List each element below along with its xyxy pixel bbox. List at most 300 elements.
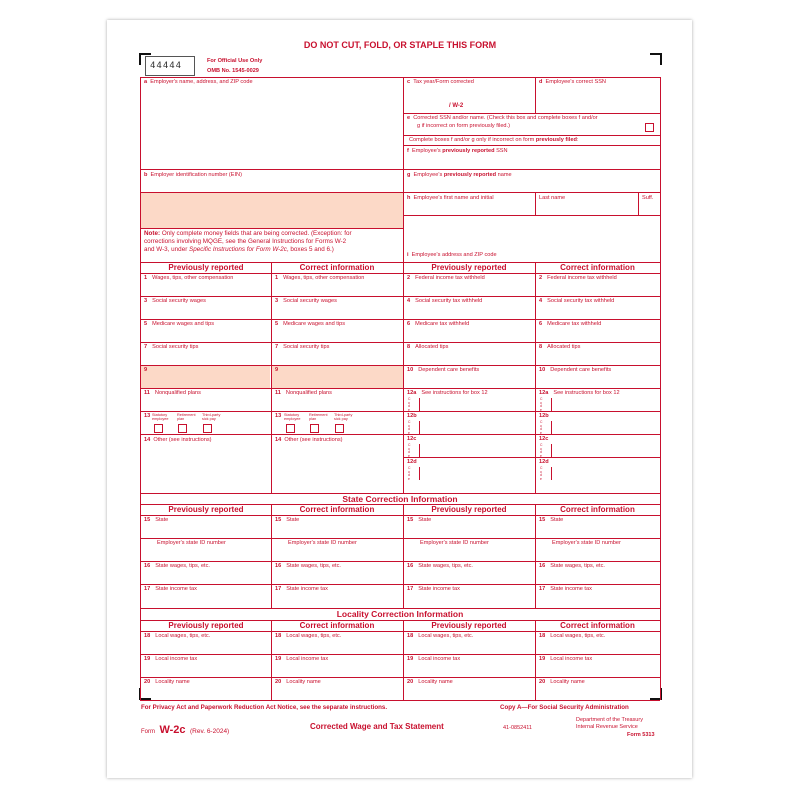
locality-row-2-col-2 — [407, 679, 453, 686]
state-row-2-col-3 — [539, 563, 605, 570]
statutory-employee-checkbox-correct[interactable] — [286, 424, 295, 433]
third-party-sick-pay-checkbox-previous[interactable] — [203, 424, 212, 433]
state-row-3-col-0-text: State income tax — [155, 586, 197, 592]
box-7-correct-num: 7 — [275, 344, 279, 350]
rule — [419, 467, 420, 480]
state-row-0-col-1 — [275, 517, 299, 524]
locality-row-2-col-2-text: Locality name — [418, 679, 453, 685]
locality-row-0-col-1-text: Local wages, tips, etc. — [286, 633, 342, 639]
complete-fg-text-3: : — [576, 137, 579, 143]
box-4-correct-num: 4 — [539, 298, 543, 304]
box14-num-previous: 14 — [144, 437, 151, 443]
box14-previous — [144, 437, 211, 444]
state-row-3-col-3-text: State income tax — [550, 586, 592, 592]
copy-label: Copy A—For Social Security Administration — [500, 704, 629, 711]
box14-text-correct: Other (see instructions) — [284, 437, 343, 443]
field-d: d — [539, 79, 543, 85]
form-id — [141, 720, 229, 738]
box-2-previous-text: Federal income tax withheld — [415, 275, 485, 281]
box-10-correct-text: Dependent care benefits — [550, 367, 612, 373]
rule — [140, 169, 403, 170]
divider-c-d — [535, 77, 536, 113]
box-8-correct-num: 8 — [539, 344, 543, 350]
box-9-correct-num: 9 — [275, 367, 279, 373]
last-name-label: Last name — [539, 195, 566, 201]
field-i-label — [407, 252, 497, 259]
state-col-header-3: Previously reported — [431, 505, 507, 514]
box-1-previous — [144, 275, 233, 282]
state-row-2-col-2 — [407, 563, 473, 570]
form-sheet — [107, 20, 692, 778]
locality-row-2-col-1-text: Locality name — [286, 679, 321, 685]
state-row-2-col-3-text: State wages, tips, etc. — [550, 563, 605, 569]
box-10-previous-num: 10 — [407, 367, 414, 373]
dept-irs: Internal Revenue Service — [576, 724, 638, 730]
box-7-previous-num: 7 — [144, 344, 148, 350]
box13-retirement-correct: Retirement plan — [309, 413, 328, 422]
rule — [403, 113, 660, 114]
field-d-label — [539, 79, 606, 86]
field-h: h — [407, 195, 411, 201]
code-label: C o d e — [408, 443, 411, 458]
code-label: C o d e — [540, 420, 543, 435]
frame-bottom — [140, 700, 660, 701]
box-5-correct-text: Medicare wages and tips — [283, 321, 346, 327]
rule — [403, 145, 660, 146]
box13-num-correct: 13 — [275, 413, 282, 419]
locality-row-0-col-0-text: Local wages, tips, etc. — [155, 633, 211, 639]
box13-thirdparty-previous: Third-party sick pay — [202, 413, 221, 422]
box-2-previous — [407, 275, 485, 282]
rule — [403, 169, 660, 170]
frame-right — [660, 77, 661, 700]
rule — [403, 215, 660, 216]
rule — [140, 411, 660, 412]
box-1-previous-num: 1 — [144, 275, 148, 281]
state-row-2-col-0-num: 16 — [144, 563, 151, 569]
state-row-0-col-3-num: 15 — [539, 517, 546, 523]
state-row-1-col-1 — [283, 540, 357, 547]
box-6-correct — [539, 321, 601, 328]
box12c-correct: 12c — [539, 436, 549, 442]
locality-col-header-4: Correct information — [560, 621, 635, 630]
locality-row-1-col-1 — [275, 656, 328, 663]
rule — [271, 504, 272, 608]
locality-row-1-col-0-text: Local income tax — [155, 656, 198, 662]
field-b: b — [144, 172, 148, 178]
box-10-previous-text: Dependent care benefits — [418, 367, 480, 373]
box-5-correct-num: 5 — [275, 321, 279, 327]
locality-row-0-col-0-num: 18 — [144, 633, 151, 639]
field-i-text: Employee's address and ZIP code — [411, 252, 497, 258]
shaded-area-ein — [141, 192, 403, 228]
complete-fg-text-2: previously filed — [535, 137, 577, 143]
col-header-correct-1: Correct information — [299, 263, 375, 272]
box13-num-previous: 13 — [144, 413, 151, 419]
rule — [140, 388, 660, 389]
box-12a-correct-num: 12a — [539, 390, 549, 396]
rule — [638, 192, 639, 215]
field-g-text-2: previously reported — [443, 172, 497, 178]
rule — [535, 504, 536, 608]
box-9-correct — [275, 367, 283, 374]
box-3-correct — [275, 298, 337, 305]
locality-row-1-col-3-text: Local income tax — [550, 656, 593, 662]
box12c-previous: 12c — [407, 436, 417, 442]
box-8-previous-text: Allocated tips — [415, 344, 449, 350]
box-2-previous-num: 2 — [407, 275, 411, 281]
field-i: i — [407, 252, 409, 258]
rule — [140, 538, 660, 539]
code-label: C o d e — [408, 397, 411, 412]
form-revision: (Rev. 6-2024) — [189, 728, 230, 735]
suffix-label: Suff. — [642, 195, 654, 201]
state-row-1-col-1-text: Employer's state ID number — [288, 540, 357, 546]
field-a: a — [144, 79, 148, 85]
locality-row-2-col-3-num: 20 — [539, 679, 546, 685]
rule — [403, 457, 660, 458]
field-f-text-2: previously reported — [442, 148, 495, 154]
rule — [535, 192, 536, 215]
box-8-previous — [407, 344, 448, 351]
box-5-previous-num: 5 — [144, 321, 148, 327]
rule — [403, 620, 404, 700]
locality-row-1-col-2-text: Local income tax — [418, 656, 461, 662]
box-5-previous-text: Medicare wages and tips — [152, 321, 215, 327]
box-6-correct-num: 6 — [539, 321, 543, 327]
statement-title: Corrected Wage and Tax Statement — [310, 722, 444, 731]
rule — [271, 620, 272, 700]
state-row-3-col-1-text: State income tax — [286, 586, 328, 592]
state-row-2-col-3-num: 16 — [539, 563, 546, 569]
code-label: C o d e — [540, 397, 543, 412]
state-row-3-col-1 — [275, 586, 328, 593]
box-7-previous-text: Social security tips — [152, 344, 199, 350]
box-4-previous-text: Social security tax withheld — [415, 298, 483, 304]
rule — [140, 654, 660, 655]
field-h-text: Employee's first name and initial — [413, 195, 494, 201]
box13-retirement-previous: Retirement plan — [177, 413, 196, 422]
box-11-previous — [144, 390, 201, 397]
third-party-sick-pay-checkbox-correct[interactable] — [335, 424, 344, 433]
box12b-correct: 12b — [539, 413, 549, 419]
field-f-text-3: SSN — [494, 148, 508, 154]
field-b-label — [144, 172, 242, 179]
field-e: e — [407, 115, 411, 121]
box-3-previous-num: 3 — [144, 298, 148, 304]
state-row-3-col-2 — [407, 586, 460, 593]
box14-num-correct: 14 — [275, 437, 282, 443]
complete-fg-text-1: Complete boxes f and/or g only if incorrect on form — [409, 137, 536, 143]
box-7-correct-text: Social security tips — [283, 344, 330, 350]
locality-row-1-col-3-num: 19 — [539, 656, 546, 662]
box-10-correct-num: 10 — [539, 367, 546, 373]
box-10-correct — [539, 367, 611, 374]
field-c-label — [407, 79, 474, 86]
omb-number: OMB No. 1545-0029 — [207, 68, 259, 74]
box-4-previous-num: 4 — [407, 298, 411, 304]
note-line-1 — [144, 230, 352, 238]
rule — [551, 398, 552, 411]
locality-row-0-col-3-num: 18 — [539, 633, 546, 639]
box-10-previous — [407, 367, 479, 374]
state-row-0-col-0 — [144, 517, 168, 524]
rule — [535, 620, 536, 700]
state-row-2-col-1-num: 16 — [275, 563, 282, 569]
box-4-correct-text: Social security tax withheld — [547, 298, 615, 304]
field-g: g — [407, 172, 411, 178]
state-row-1-col-0 — [152, 540, 226, 547]
box-1-correct-num: 1 — [275, 275, 279, 281]
field-h-label — [407, 195, 494, 202]
note-3: and W-3, under — [144, 246, 190, 253]
field-c-form: / W-2 — [449, 103, 464, 109]
rule — [403, 192, 660, 193]
field-e-label-2: g if incorrect on form previously filed.) — [417, 123, 510, 129]
box-12a-correct — [539, 390, 620, 397]
note-text — [144, 230, 352, 254]
box-5-correct — [275, 321, 345, 328]
locality-row-2-col-1-num: 20 — [275, 679, 282, 685]
locality-row-0-col-3-text: Local wages, tips, etc. — [550, 633, 606, 639]
col-header-previous-2: Previously reported — [431, 263, 507, 272]
box-12a-correct-text: See instructions for box 12 — [553, 390, 620, 396]
official-use-label: For Official Use Only — [207, 58, 263, 64]
state-row-0-col-1-num: 15 — [275, 517, 282, 523]
code-label: C o d e — [408, 420, 411, 435]
void-code: 44444 — [150, 61, 183, 71]
box-11-correct — [275, 390, 332, 397]
box-3-previous — [144, 298, 206, 305]
form-number: Form 5313 — [627, 732, 655, 738]
note-4: Specific Instructions for Form W-2c — [189, 246, 287, 253]
state-row-1-col-2 — [415, 540, 489, 547]
box-7-previous — [144, 344, 198, 351]
rule — [140, 434, 403, 435]
field-a-text: Employer's name, address, and ZIP code — [150, 79, 253, 85]
box-6-previous-num: 6 — [407, 321, 411, 327]
box-11-previous-num: 11 — [144, 390, 150, 396]
field-g-label — [407, 172, 512, 179]
field-a-label — [144, 79, 253, 86]
rule — [419, 398, 420, 411]
state-row-2-col-2-num: 16 — [407, 563, 414, 569]
note-5: , boxes 5 and 6.) — [286, 246, 334, 253]
note-line-3 — [144, 246, 352, 254]
state-row-3-col-3 — [539, 586, 592, 593]
state-row-2-col-2-text: State wages, tips, etc. — [418, 563, 473, 569]
rule — [140, 515, 660, 516]
state-row-0-col-3-text: State — [550, 517, 564, 523]
locality-row-2-col-3 — [539, 679, 585, 686]
state-row-3-col-0 — [144, 586, 197, 593]
rule — [419, 421, 420, 434]
box-8-correct-text: Allocated tips — [547, 344, 581, 350]
locality-row-2-col-0-num: 20 — [144, 679, 151, 685]
state-row-0-col-3 — [539, 517, 563, 524]
rule — [140, 296, 660, 297]
box-8-correct — [539, 344, 580, 351]
locality-col-header-3: Previously reported — [431, 621, 507, 630]
rule — [140, 228, 403, 229]
locality-row-0-col-3 — [539, 633, 605, 640]
retirement-plan-checkbox-correct[interactable] — [310, 424, 319, 433]
state-col-header-2: Correct information — [299, 505, 375, 514]
box-6-previous — [407, 321, 469, 328]
box-5-previous — [144, 321, 214, 328]
box-4-previous — [407, 298, 482, 305]
note-1: Only complete money fields that are being corrected. (Exception: for — [160, 230, 352, 237]
box-6-previous-text: Medicare tax withheld — [415, 321, 470, 327]
locality-col-header-1: Previously reported — [168, 621, 244, 630]
code-label: C o d e — [540, 443, 543, 458]
rule — [403, 135, 660, 136]
box-12a-previous-num: 12a — [407, 390, 417, 396]
box-12a-previous-text: See instructions for box 12 — [421, 390, 488, 396]
state-row-0-col-0-text: State — [155, 517, 169, 523]
rule — [551, 421, 552, 434]
box-7-correct — [275, 344, 329, 351]
state-row-3-col-1-num: 17 — [275, 586, 282, 592]
complete-fg-instruction — [409, 137, 578, 144]
state-row-2-col-1-text: State wages, tips, etc. — [286, 563, 341, 569]
rule — [140, 192, 403, 193]
field-f-text-1: Employee's — [411, 148, 443, 154]
field-c-text: Tax year/Form corrected — [413, 79, 474, 85]
box-2-correct-num: 2 — [539, 275, 543, 281]
box13-statutory-previous: Statutory employee — [152, 413, 169, 422]
box12d-previous: 12d — [407, 459, 417, 465]
locality-row-2-col-0 — [144, 679, 190, 686]
state-row-3-col-2-num: 17 — [407, 586, 414, 592]
col-header-correct-2: Correct information — [560, 263, 635, 272]
rule — [140, 273, 660, 274]
field-f: f — [407, 148, 409, 154]
field-f-label — [407, 148, 508, 155]
field-e-text-1: Corrected SSN and/or name. (Check this box and complete boxes f and/or — [413, 115, 598, 121]
locality-row-0-col-2 — [407, 633, 473, 640]
corrected-ssn-name-checkbox[interactable] — [645, 123, 654, 132]
locality-row-1-col-0 — [144, 656, 197, 663]
rule — [419, 444, 420, 457]
state-row-0-col-0-num: 15 — [144, 517, 151, 523]
box-8-previous-num: 8 — [407, 344, 411, 350]
note-line-2: corrections involving MQGE, see the General Instructions for Forms W-2 — [144, 238, 347, 245]
rule — [551, 467, 552, 480]
rule — [403, 504, 404, 608]
note-bold: Note: — [144, 230, 161, 237]
code-label: C o d e — [540, 466, 543, 481]
state-row-0-col-2-text: State — [418, 517, 432, 523]
retirement-plan-checkbox-previous[interactable] — [178, 424, 187, 433]
rule — [140, 677, 660, 678]
locality-row-2-col-0-text: Locality name — [155, 679, 190, 685]
box-9-previous-num: 9 — [144, 367, 148, 373]
box-2-correct — [539, 275, 617, 282]
locality-row-1-col-2 — [407, 656, 460, 663]
privacy-notice: For Privacy Act and Paperwork Reduction Act Notice, see the separate instructions. — [141, 704, 388, 711]
locality-row-2-col-3-text: Locality name — [550, 679, 585, 685]
field-g-text-1: Employee's — [413, 172, 444, 178]
field-e-label-1 — [407, 115, 598, 122]
frame-top — [140, 77, 660, 78]
rule — [140, 342, 660, 343]
locality-col-header-2: Correct information — [299, 621, 375, 630]
locality-row-1-col-0-num: 19 — [144, 656, 151, 662]
box-11-correct-text: Nonqualified plans — [285, 390, 332, 396]
box-2-correct-text: Federal income tax withheld — [547, 275, 617, 281]
box-9-previous — [144, 367, 152, 374]
box-11-previous-text: Nonqualified plans — [154, 390, 201, 396]
box-12a-previous — [407, 390, 488, 397]
field-b-text: Employer identification number (EIN) — [150, 172, 242, 178]
rule — [140, 584, 660, 585]
rule — [140, 561, 660, 562]
box-4-correct — [539, 298, 614, 305]
field-d-text: Employee's correct SSN — [545, 79, 606, 85]
state-row-2-col-0-text: State wages, tips, etc. — [155, 563, 210, 569]
state-row-3-col-0-num: 17 — [144, 586, 151, 592]
box-3-correct-text: Social security wages — [283, 298, 337, 304]
locality-row-1-col-1-num: 19 — [275, 656, 282, 662]
dept-treasury: Department of the Treasury — [576, 717, 643, 723]
rule — [140, 365, 660, 366]
state-row-3-col-3-num: 17 — [539, 586, 546, 592]
locality-row-0-col-1-num: 18 — [275, 633, 282, 639]
rule — [551, 444, 552, 457]
cat-number: 41-0852411 — [503, 725, 532, 731]
box-1-correct-text: Wages, tips, other compensation — [283, 275, 365, 281]
col-header-previous-1: Previously reported — [168, 263, 244, 272]
locality-row-1-col-3 — [539, 656, 592, 663]
box-3-correct-num: 3 — [275, 298, 279, 304]
statutory-employee-checkbox-previous[interactable] — [154, 424, 163, 433]
box-1-correct — [275, 275, 364, 282]
box13-thirdparty-correct: Third-party sick pay — [334, 413, 353, 422]
field-g-text-3: name — [496, 172, 512, 178]
shaded-box-9-correct — [272, 366, 403, 388]
locality-row-2-col-2-num: 20 — [407, 679, 414, 685]
locality-row-0-col-2-text: Local wages, tips, etc. — [418, 633, 474, 639]
locality-row-0-col-0 — [144, 633, 210, 640]
state-row-1-col-0-text: Employer's state ID number — [157, 540, 226, 546]
box-11-correct-num: 11 — [275, 390, 281, 396]
state-row-0-col-2 — [407, 517, 431, 524]
state-row-2-col-0 — [144, 563, 210, 570]
form-name: W-2c — [159, 724, 186, 736]
locality-section-title: Locality Correction Information — [336, 609, 464, 619]
box14-correct — [275, 437, 342, 444]
state-row-1-col-3-text: Employer's state ID number — [552, 540, 621, 546]
state-row-3-col-2-text: State income tax — [418, 586, 460, 592]
corner-mark-top-right — [650, 53, 662, 65]
locality-row-0-col-1 — [275, 633, 341, 640]
box-3-previous-text: Social security wages — [152, 298, 206, 304]
box12d-correct: 12d — [539, 459, 549, 465]
box-1-previous-text: Wages, tips, other compensation — [152, 275, 234, 281]
locality-row-2-col-1 — [275, 679, 321, 686]
state-row-1-col-2-text: Employer's state ID number — [420, 540, 489, 546]
state-row-2-col-1 — [275, 563, 341, 570]
rule — [140, 631, 660, 632]
state-row-0-col-2-num: 15 — [407, 517, 414, 523]
void-code-box — [145, 56, 195, 76]
state-row-0-col-1-text: State — [286, 517, 300, 523]
locality-row-1-col-2-num: 19 — [407, 656, 414, 662]
rule — [403, 434, 660, 435]
box-6-correct-text: Medicare tax withheld — [547, 321, 602, 327]
state-row-1-col-3 — [547, 540, 621, 547]
